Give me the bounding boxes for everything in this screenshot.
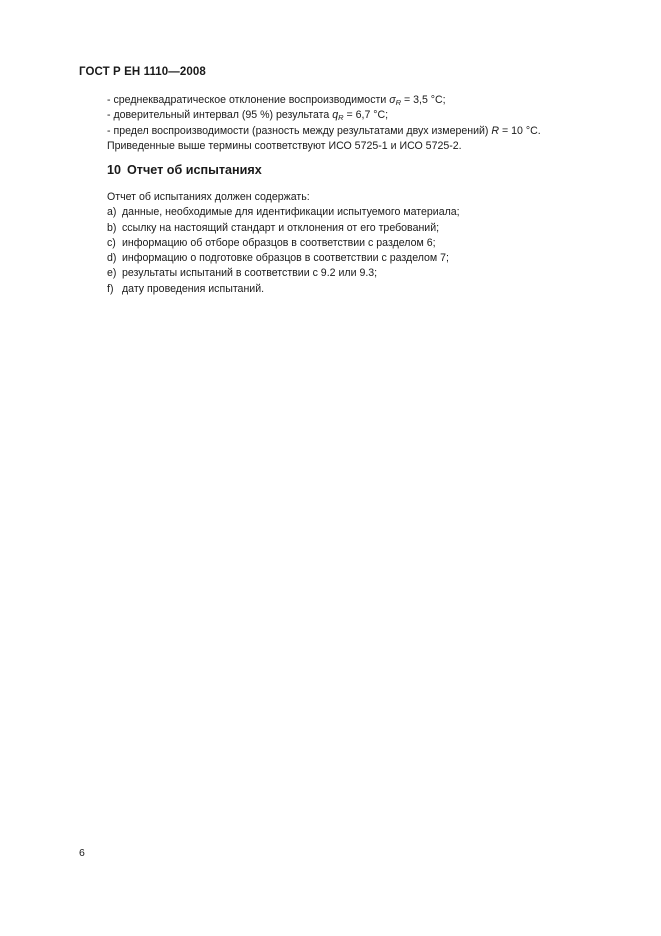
page-number: 6 bbox=[79, 847, 85, 859]
section-intro: Отчет об испытаниях должен содержать: bbox=[107, 191, 310, 203]
document-header: ГОСТ Р ЕН 1110—2008 bbox=[79, 66, 206, 78]
precision-line-4: Приведенные выше термины соответствуют ИСО 5725-1 и ИСО 5725-2. bbox=[107, 139, 462, 152]
list-item: d) информацию о подготовке образцов в соответствии с разделом 7; bbox=[107, 252, 449, 265]
report-block bbox=[107, 190, 460, 297]
precision-line-2: - доверительный интервал (95 %) результата $q_R = 6,7$ °С; bbox=[107, 109, 389, 123]
section-heading bbox=[107, 163, 262, 177]
list-item: c) информацию об отборе образцов в соответствии с разделом 6; bbox=[107, 236, 436, 249]
list-item: b) ссылку на настоящий стандарт и отклонения от его требований; bbox=[107, 221, 440, 234]
list-item: a) данные, необходимые для идентификации испытуемого материала; bbox=[107, 206, 460, 219]
precision-line-3: - предел воспроизводимости (разность между результатами двух измерений) R = 10 °С. bbox=[107, 124, 541, 137]
section-number: 10 bbox=[107, 163, 122, 177]
section-title: Отчет об испытаниях bbox=[127, 163, 262, 177]
list-item: f) дату проведения испытаний. bbox=[107, 282, 265, 295]
list-item: e) результаты испытаний в соответствии с 9.2 или 9.3; bbox=[107, 267, 378, 280]
precision-line-1: - среднеквадратическое отклонение воспроизводимости $\sigma_R = 3,5$ °С; bbox=[107, 94, 446, 107]
precision-block bbox=[107, 93, 541, 154]
